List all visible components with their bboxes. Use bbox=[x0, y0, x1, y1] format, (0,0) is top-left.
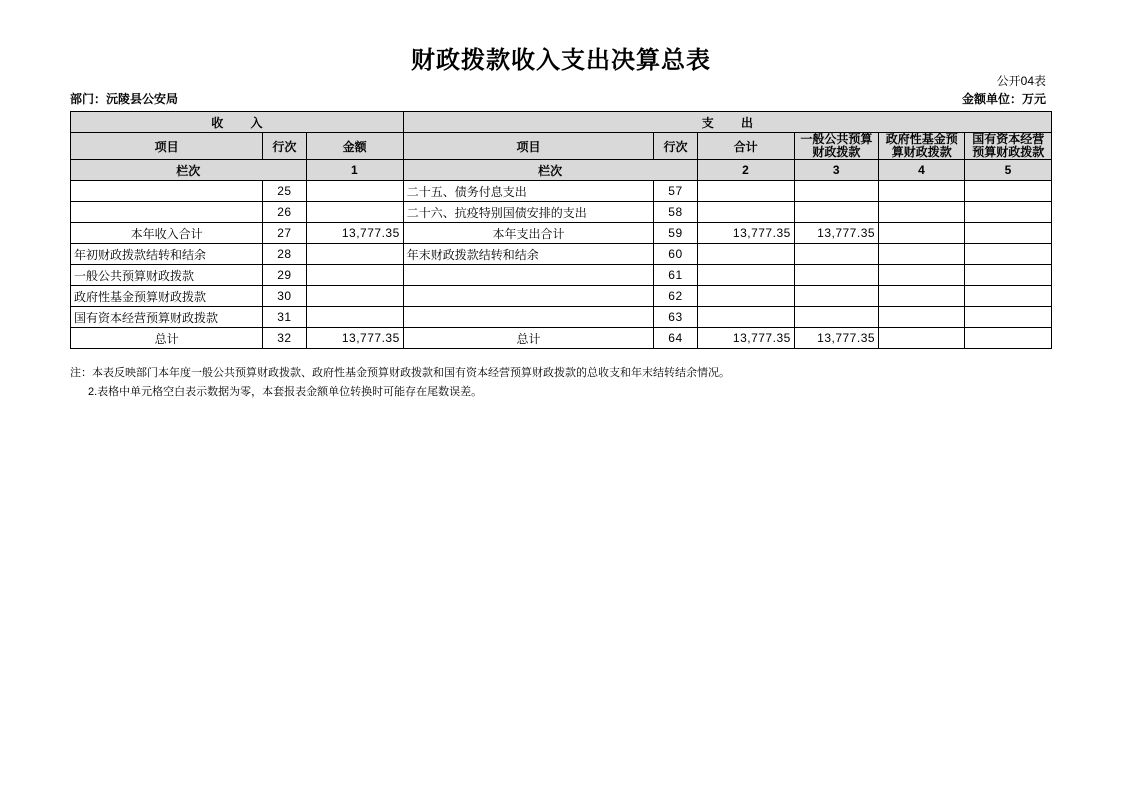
cell-exp-general: 13,777.35 bbox=[794, 223, 878, 244]
table-row bbox=[71, 223, 1052, 244]
cell-exp-capital bbox=[965, 265, 1052, 286]
budget-table bbox=[70, 111, 1052, 349]
cell-exp-fund bbox=[879, 307, 965, 328]
cell-exp-general bbox=[794, 265, 878, 286]
cell-income-line: 32 bbox=[263, 328, 306, 349]
exp-fund-column-no: 4 bbox=[879, 160, 965, 181]
cell-exp-general bbox=[794, 307, 878, 328]
cell-exp-line: 61 bbox=[654, 265, 697, 286]
table-row bbox=[71, 286, 1052, 307]
table-row bbox=[71, 265, 1052, 286]
cell-exp-line: 59 bbox=[654, 223, 697, 244]
income-amount-column-no: 1 bbox=[306, 160, 403, 181]
exp-total-column-no: 2 bbox=[697, 160, 794, 181]
col-income-item: 项目 bbox=[71, 133, 263, 160]
note-line-1: 注：本表反映部门本年度一般公共预算财政拨款、政府性基金预算财政拨款和国有资本经营预算财政拨款的总收支和年末结转结余情况。 bbox=[70, 367, 730, 379]
cell-exp-general bbox=[794, 244, 878, 265]
cell-exp-total bbox=[697, 307, 794, 328]
cell-income-item bbox=[71, 181, 263, 202]
cell-exp-capital bbox=[965, 286, 1052, 307]
cell-exp-capital bbox=[965, 307, 1052, 328]
col-exp-total: 合计 bbox=[697, 133, 794, 160]
cell-exp-line: 58 bbox=[654, 202, 697, 223]
cell-exp-total: 13,777.35 bbox=[697, 223, 794, 244]
cell-income-line: 27 bbox=[263, 223, 306, 244]
col-income-amount: 金额 bbox=[306, 133, 403, 160]
cell-exp-fund bbox=[879, 328, 965, 349]
cell-exp-general bbox=[794, 202, 878, 223]
cell-exp-line: 62 bbox=[654, 286, 697, 307]
cell-exp-fund bbox=[879, 223, 965, 244]
cell-exp-capital bbox=[965, 244, 1052, 265]
col-exp-general-public: 一般公共预算财政拨款 bbox=[794, 133, 878, 160]
col-exp-state-capital: 国有资本经营预算财政拨款 bbox=[965, 133, 1052, 160]
table-row-total bbox=[71, 328, 1052, 349]
exp-general-column-no: 3 bbox=[794, 160, 878, 181]
cell-exp-capital bbox=[965, 223, 1052, 244]
table-row bbox=[71, 307, 1052, 328]
cell-exp-capital bbox=[965, 181, 1052, 202]
col-exp-line: 行次 bbox=[654, 133, 697, 160]
cell-exp-capital bbox=[965, 202, 1052, 223]
cell-exp-total bbox=[697, 202, 794, 223]
cell-exp-general: 13,777.35 bbox=[794, 328, 878, 349]
cell-exp-item: 总计 bbox=[403, 328, 654, 349]
table-row bbox=[71, 244, 1052, 265]
note-line-2: 2.表格中单元格空白表示数据为零，本套报表金额单位转换时可能存在尾数误差。 bbox=[88, 386, 483, 398]
cell-exp-item: 二十六、抗疫特别国债安排的支出 bbox=[403, 202, 654, 223]
cell-income-amount bbox=[306, 307, 403, 328]
table-row bbox=[71, 202, 1052, 223]
cell-income-item: 本年收入合计 bbox=[71, 223, 263, 244]
cell-exp-general bbox=[794, 181, 878, 202]
cell-exp-item bbox=[403, 307, 654, 328]
cell-exp-item bbox=[403, 286, 654, 307]
page-title: 财政拨款收入支出决算总表 bbox=[411, 48, 711, 74]
col-exp-gov-fund: 政府性基金预算财政拨款 bbox=[879, 133, 965, 160]
cell-exp-fund bbox=[879, 244, 965, 265]
department-label: 部门：沅陵县公安局 bbox=[70, 92, 179, 106]
cell-exp-item bbox=[403, 265, 654, 286]
cell-exp-line: 60 bbox=[654, 244, 697, 265]
cell-income-line: 25 bbox=[263, 181, 306, 202]
cell-income-item: 一般公共预算财政拨款 bbox=[71, 265, 263, 286]
cell-income-line: 26 bbox=[263, 202, 306, 223]
cell-exp-line: 63 bbox=[654, 307, 697, 328]
cell-exp-total bbox=[697, 181, 794, 202]
form-code: 公开04表 bbox=[996, 74, 1046, 88]
cell-income-amount: 13,777.35 bbox=[306, 328, 403, 349]
cell-income-amount bbox=[306, 181, 403, 202]
cell-income-item bbox=[71, 202, 263, 223]
cell-exp-fund bbox=[879, 202, 965, 223]
cell-income-item: 国有资本经营预算财政拨款 bbox=[71, 307, 263, 328]
cell-exp-total: 13,777.35 bbox=[697, 328, 794, 349]
cell-exp-total bbox=[697, 265, 794, 286]
table-row bbox=[71, 181, 1052, 202]
cell-income-item: 总计 bbox=[71, 328, 263, 349]
amount-unit-label: 金额单位：万元 bbox=[961, 92, 1046, 106]
table-group-header-row bbox=[71, 112, 1052, 133]
cell-exp-capital bbox=[965, 328, 1052, 349]
cell-income-amount bbox=[306, 202, 403, 223]
table-column-number-row bbox=[71, 160, 1052, 181]
income-column-label: 栏次 bbox=[71, 160, 307, 181]
cell-exp-total bbox=[697, 244, 794, 265]
cell-exp-line: 57 bbox=[654, 181, 697, 202]
table-notes bbox=[70, 364, 730, 402]
cell-exp-item: 二十五、债务付息支出 bbox=[403, 181, 654, 202]
cell-income-line: 28 bbox=[263, 244, 306, 265]
table-column-header-row bbox=[71, 133, 1052, 160]
cell-income-amount bbox=[306, 265, 403, 286]
cell-income-amount: 13,777.35 bbox=[306, 223, 403, 244]
cell-exp-total bbox=[697, 286, 794, 307]
expenditure-group-header: 支 出 bbox=[403, 112, 1051, 133]
cell-income-amount bbox=[306, 244, 403, 265]
cell-income-amount bbox=[306, 286, 403, 307]
cell-income-line: 30 bbox=[263, 286, 306, 307]
cell-income-item: 政府性基金预算财政拨款 bbox=[71, 286, 263, 307]
cell-income-item: 年初财政拨款结转和结余 bbox=[71, 244, 263, 265]
col-exp-item: 项目 bbox=[403, 133, 654, 160]
cell-exp-fund bbox=[879, 181, 965, 202]
cell-income-line: 31 bbox=[263, 307, 306, 328]
income-group-header: 收 入 bbox=[71, 112, 404, 133]
cell-exp-general bbox=[794, 286, 878, 307]
exp-capital-column-no: 5 bbox=[965, 160, 1052, 181]
cell-exp-item: 本年支出合计 bbox=[403, 223, 654, 244]
cell-exp-fund bbox=[879, 265, 965, 286]
cell-exp-item: 年末财政拨款结转和结余 bbox=[403, 244, 654, 265]
expenditure-column-label: 栏次 bbox=[403, 160, 697, 181]
col-income-line: 行次 bbox=[263, 133, 306, 160]
cell-income-line: 29 bbox=[263, 265, 306, 286]
cell-exp-fund bbox=[879, 286, 965, 307]
cell-exp-line: 64 bbox=[654, 328, 697, 349]
